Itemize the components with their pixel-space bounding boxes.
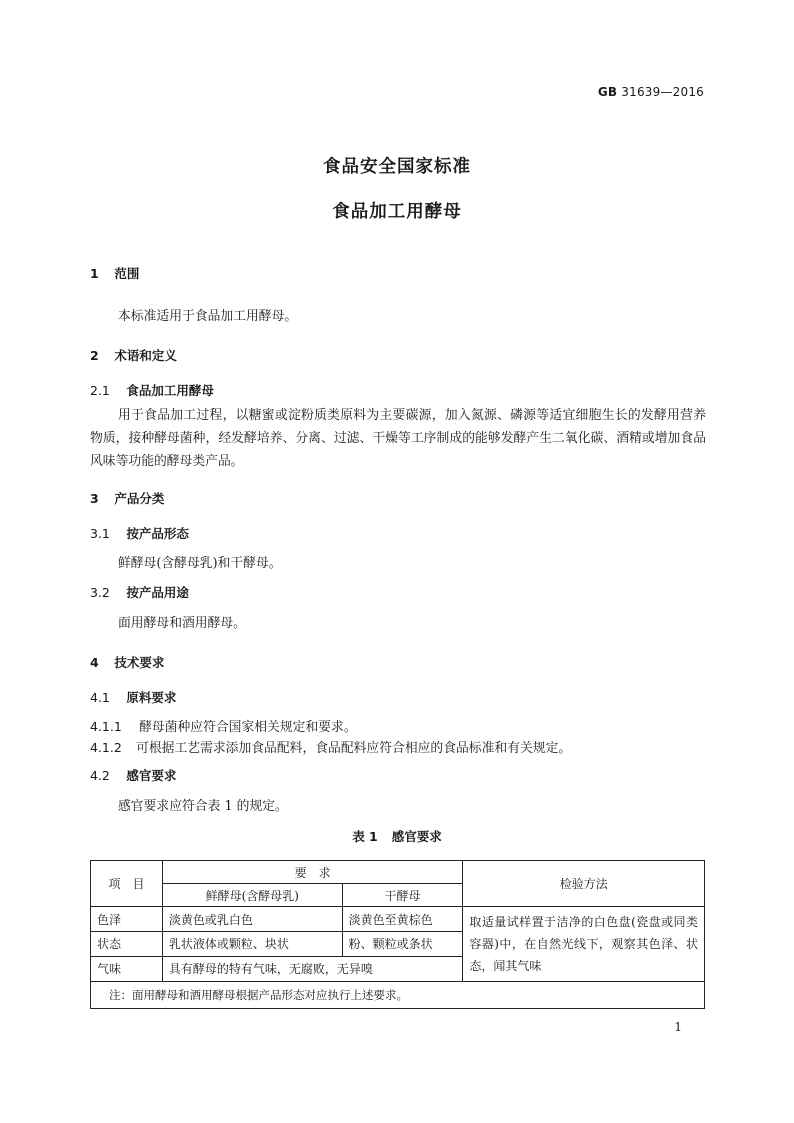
section-number: 2.1 [90, 383, 110, 398]
section-2-heading [90, 346, 177, 364]
header-item: 项 目 [91, 861, 163, 907]
inspection-method-text: 取适量试样置于洁净的白色盘(瓷盘或同类容器)中，在自然光线下，观察其色泽、状态，闻其气味 [463, 907, 705, 982]
row-fresh-value: 乳状液体或颗粒、块状 [162, 932, 342, 956]
section-4-1-heading [90, 688, 176, 706]
clause-text: 可根据工艺需求添加食品配料，食品配料应符合相应的食品标准和有关规定。 [136, 741, 572, 756]
standard-code-number: 31639—2016 [621, 85, 704, 99]
section-1-text: 本标准适用于食品加工用酵母。 [118, 309, 298, 324]
row-item: 气味 [91, 956, 163, 981]
row-merged-value: 具有酵母的特有气味，无腐败，无异嗅 [162, 956, 463, 981]
clause-number: 4.1.2 [90, 740, 122, 755]
section-1-heading [90, 264, 139, 282]
section-title: 技术要求 [114, 655, 165, 670]
table-header-row [91, 861, 705, 884]
clause-number: 4.1.1 [90, 719, 122, 734]
section-3-1-text: 鲜酵母(含酵母乳)和干酵母。 [118, 556, 282, 571]
section-2-1-text: 用于食品加工过程，以糖蜜或淀粉质类原料为主要碳源，加入氮源、磷源等适宜细胞生长的发酵用营养物质，接种酵母菌种，经发酵培养、分离、过滤、干燥等工序制成的能够发酵产生二氧化碳、酒精或增加食品风味等功能的酵母类产品。 [90, 408, 706, 469]
section-number: 3.2 [90, 585, 110, 600]
row-dry-value: 淡黄色至黄棕色 [342, 907, 463, 932]
clause-text: 酵母菌种应符合国家相关规定和要求。 [139, 720, 357, 735]
row-item: 色泽 [91, 907, 163, 932]
section-number: 3.1 [90, 526, 110, 541]
section-3-2-heading [90, 583, 189, 601]
table-note-row [91, 982, 705, 1009]
header-fresh-yeast: 鲜酵母(含酵母乳) [162, 884, 342, 907]
section-2-1-heading [90, 381, 214, 399]
section-4-heading [90, 653, 164, 671]
table-caption-number: 表 1 [352, 829, 378, 844]
section-title: 按产品形态 [126, 526, 189, 541]
section-number: 2 [90, 348, 99, 363]
section-number: 4.1 [90, 690, 110, 705]
clause-4-1-2 [90, 737, 571, 756]
section-4-2-heading [90, 766, 176, 784]
section-3-2-text: 面用酵母和酒用酵母。 [118, 616, 246, 631]
header-dry-yeast: 干酵母 [342, 884, 463, 907]
section-title: 感官要求 [126, 768, 177, 783]
clause-4-1-1 [90, 716, 357, 735]
section-title: 术语和定义 [114, 348, 177, 363]
section-number: 3 [90, 491, 99, 506]
section-title: 范围 [114, 266, 140, 281]
standard-code [598, 85, 704, 99]
section-title: 原料要求 [126, 690, 177, 705]
section-number: 4 [90, 655, 99, 670]
table-row [91, 907, 705, 932]
document-subtitle: 食品加工用酵母 [332, 202, 462, 222]
section-title: 产品分类 [114, 491, 165, 506]
header-requirements: 要 求 [162, 861, 463, 884]
section-title: 食品加工用酵母 [126, 383, 214, 398]
row-dry-value: 粉、颗粒或条状 [342, 932, 463, 956]
table-caption-title: 感官要求 [391, 829, 442, 844]
section-3-heading [90, 489, 164, 507]
section-4-2-text: 感官要求应符合表 1 的规定。 [118, 799, 288, 814]
table-note: 注：面用酵母和酒用酵母根据产品形态对应执行上述要求。 [91, 982, 705, 1009]
document-title: 食品安全国家标准 [323, 157, 471, 177]
table-caption [0, 827, 794, 845]
row-fresh-value: 淡黄色或乳白色 [162, 907, 342, 932]
standard-code-prefix: GB [597, 85, 618, 99]
section-number: 4.2 [90, 768, 110, 783]
page-number: 1 [674, 1020, 682, 1034]
header-method: 检验方法 [463, 861, 705, 907]
section-title: 按产品用途 [126, 585, 189, 600]
sensory-requirements-table [90, 860, 705, 1009]
section-number: 1 [90, 266, 99, 281]
section-3-1-heading [90, 524, 189, 542]
row-item: 状态 [91, 932, 163, 956]
